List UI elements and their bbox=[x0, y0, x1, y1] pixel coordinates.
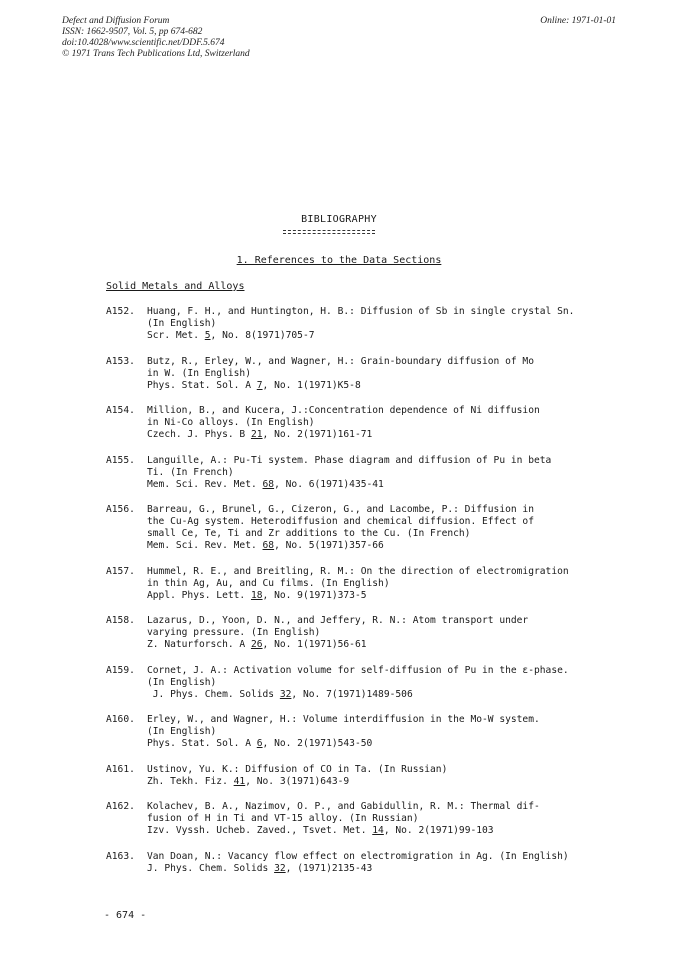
reference-text-line: Hummel, R. E., and Breitling, R. M.: On the direction of electromigration bbox=[147, 565, 569, 577]
reference-source bbox=[147, 380, 586, 392]
reference-list bbox=[106, 306, 586, 888]
source-issue-pages: , (1971)2135-43 bbox=[285, 862, 373, 874]
reference-source bbox=[147, 330, 586, 342]
source-volume: 18 bbox=[250, 589, 263, 601]
reference-text-line: Languille, A.: Pu-Ti system. Phase diagram and diffusion of Pu in beta bbox=[147, 454, 552, 466]
reference-entry bbox=[106, 851, 586, 875]
reference-source bbox=[147, 540, 586, 552]
reference-source bbox=[147, 479, 586, 491]
reference-source bbox=[147, 825, 586, 837]
source-issue-pages: , No. 5(1971)357-66 bbox=[274, 540, 384, 551]
reference-source bbox=[147, 590, 586, 602]
source-volume: 7 bbox=[256, 379, 263, 391]
reference-text-line: Butz, R., Erley, W., and Wagner, H.: Grain-boundary diffusion of Mo bbox=[147, 355, 534, 367]
source-volume: 32 bbox=[279, 688, 292, 700]
reference-text-line: (In English) bbox=[147, 726, 217, 737]
reference-entry bbox=[106, 405, 586, 441]
reference-text-line: Huang, F. H., and Huntington, H. B.: Diffusion of Sb in single crystal Sn. bbox=[147, 306, 575, 317]
source-issue-pages: , No. 1(1971)K5-8 bbox=[262, 379, 361, 391]
source-issue-pages: , No. 8(1971)705-7 bbox=[210, 330, 315, 341]
source-journal: Z. Naturforsch. A bbox=[147, 639, 251, 650]
reference-code: A154. bbox=[106, 405, 135, 416]
reference-code: A161. bbox=[106, 763, 135, 775]
source-issue-pages: , No. 3(1971)643-9 bbox=[245, 775, 350, 787]
reference-text-line: Erley, W., and Wagner, H.: Volume interdiffusion in the Mo-W system. bbox=[147, 714, 540, 725]
sub-heading: Solid Metals and Alloys bbox=[106, 281, 245, 292]
reference-code: A163. bbox=[106, 850, 135, 862]
source-journal: Phys. Stat. Sol. A bbox=[147, 379, 257, 391]
reference-code: A158. bbox=[106, 615, 135, 626]
source-volume: 41 bbox=[233, 775, 246, 787]
source-journal: Scr. Met. bbox=[147, 330, 205, 341]
copyright-line: © 1971 Trans Tech Publications Ltd, Switzerland bbox=[62, 49, 250, 59]
reference-text-line: (In English) bbox=[147, 318, 217, 329]
source-issue-pages: , No. 9(1971)373-5 bbox=[262, 589, 367, 601]
reference-entry bbox=[106, 615, 586, 651]
page-number: - 674 - bbox=[104, 910, 147, 921]
journal-name: Defect and Diffusion Forum bbox=[62, 16, 170, 26]
reference-source bbox=[147, 776, 586, 788]
reference-text-line: in Ni-Co alloys. (In English) bbox=[147, 417, 315, 428]
reference-text-line: varying pressure. (In English) bbox=[147, 627, 321, 638]
reference-entry bbox=[106, 566, 586, 602]
reference-source bbox=[147, 429, 586, 441]
title-underline bbox=[283, 230, 375, 232]
journal-info bbox=[62, 16, 616, 60]
reference-text-line: Ti. (In French) bbox=[147, 466, 234, 478]
source-volume: 68 bbox=[262, 478, 275, 490]
reference-source bbox=[147, 863, 586, 875]
reference-source bbox=[147, 689, 586, 701]
source-issue-pages: , No. 2(1971)161-71 bbox=[262, 429, 373, 440]
doi-line: doi:10.4028/www.scientific.net/DDF.5.674 bbox=[62, 38, 225, 48]
reference-text-line: the Cu-Ag system. Heterodiffusion and chemical diffusion. Effect of bbox=[147, 516, 534, 527]
reference-text-line: in thin Ag, Au, and Cu films. (In English) bbox=[147, 577, 390, 589]
source-journal: J. Phys. Chem. Solids bbox=[147, 688, 280, 700]
section-heading bbox=[0, 255, 678, 266]
reference-text-line: small Ce, Te, Ti and Zr additions to the Cu. (In French) bbox=[147, 528, 471, 539]
source-volume: 32 bbox=[274, 862, 286, 874]
reference-code: A157. bbox=[106, 565, 135, 577]
source-volume: 68 bbox=[262, 540, 275, 551]
source-issue-pages: , No. 1(1971)56-61 bbox=[262, 639, 367, 650]
source-volume: 14 bbox=[372, 825, 384, 836]
source-journal: Czech. J. Phys. B bbox=[147, 429, 251, 440]
reference-source bbox=[147, 738, 586, 750]
reference-entry bbox=[106, 306, 586, 342]
reference-entry bbox=[106, 714, 586, 750]
reference-entry bbox=[106, 665, 586, 701]
source-issue-pages: , No. 2(1971)99-103 bbox=[383, 825, 494, 836]
page-title: BIBLIOGRAPHY bbox=[301, 214, 377, 225]
reference-entry bbox=[106, 356, 586, 392]
reference-text-line: Van Doan, N.: Vacancy flow effect on electromigration in Ag. (In English) bbox=[147, 850, 569, 862]
reference-text-line: Barreau, G., Brunel, G., Cizeron, G., and Lacombe, P.: Diffusion in bbox=[147, 504, 534, 515]
source-issue-pages: , No. 7(1971)1489-506 bbox=[291, 688, 413, 700]
reference-entry bbox=[106, 801, 586, 837]
source-volume: 21 bbox=[250, 429, 263, 440]
reference-text-line: (In English) bbox=[147, 676, 217, 688]
reference-text-line: Lazarus, D., Yoon, D. N., and Jeffery, R. N.: Atom transport under bbox=[147, 615, 529, 626]
source-journal: Izv. Vyssh. Ucheb. Zaved., Tsvet. Met. bbox=[147, 825, 373, 836]
reference-source bbox=[147, 639, 586, 651]
source-volume: 26 bbox=[250, 639, 263, 650]
reference-code: A155. bbox=[106, 454, 135, 466]
reference-code: A160. bbox=[106, 714, 135, 725]
reference-entry bbox=[106, 504, 586, 552]
source-issue-pages: , No. 2(1971)543-50 bbox=[262, 738, 373, 749]
reference-entry bbox=[106, 764, 586, 788]
source-journal: Mem. Sci. Rev. Met. bbox=[147, 478, 263, 490]
source-journal: Mem. Sci. Rev. Met. bbox=[147, 540, 263, 551]
reference-code: A153. bbox=[106, 355, 135, 367]
page-header bbox=[62, 16, 616, 60]
source-issue-pages: , No. 6(1971)435-41 bbox=[274, 478, 384, 490]
source-volume: 6 bbox=[256, 738, 263, 749]
section-heading-text: 1. References to the Data Sections bbox=[236, 255, 442, 266]
issn-line: ISSN: 1662-9507, Vol. 5, pp 674-682 bbox=[62, 27, 203, 37]
reference-code: A152. bbox=[106, 306, 135, 317]
online-date: Online: 1971-01-01 bbox=[540, 16, 616, 26]
reference-code: A156. bbox=[106, 504, 135, 515]
source-journal: Appl. Phys. Lett. bbox=[147, 589, 251, 601]
source-volume: 5 bbox=[204, 330, 211, 341]
reference-text-line: in W. (In English) bbox=[147, 367, 251, 379]
reference-code: A162. bbox=[106, 801, 135, 812]
source-journal: Zh. Tekh. Fiz. bbox=[147, 775, 234, 787]
source-journal: J. Phys. Chem. Solids bbox=[147, 862, 275, 874]
reference-code: A159. bbox=[106, 664, 135, 676]
reference-text-line: fusion of H in Ti and VT-15 alloy. (In Russian) bbox=[147, 813, 419, 824]
reference-entry bbox=[106, 455, 586, 491]
reference-text-line: Ustinov, Yu. K.: Diffusion of CO in Ta. (In Russian) bbox=[147, 763, 448, 775]
reference-text-line: Kolachev, B. A., Nazimov, O. P., and Gabidullin, R. M.: Thermal dif- bbox=[147, 801, 540, 812]
reference-text-line: Cornet, J. A.: Activation volume for self-diffusion of Pu in the ε-phase. bbox=[147, 664, 569, 676]
title-double-underline bbox=[283, 233, 375, 235]
reference-text-line: Million, B., and Kucera, J.:Concentration dependence of Ni diffusion bbox=[147, 405, 540, 416]
source-journal: Phys. Stat. Sol. A bbox=[147, 738, 257, 749]
